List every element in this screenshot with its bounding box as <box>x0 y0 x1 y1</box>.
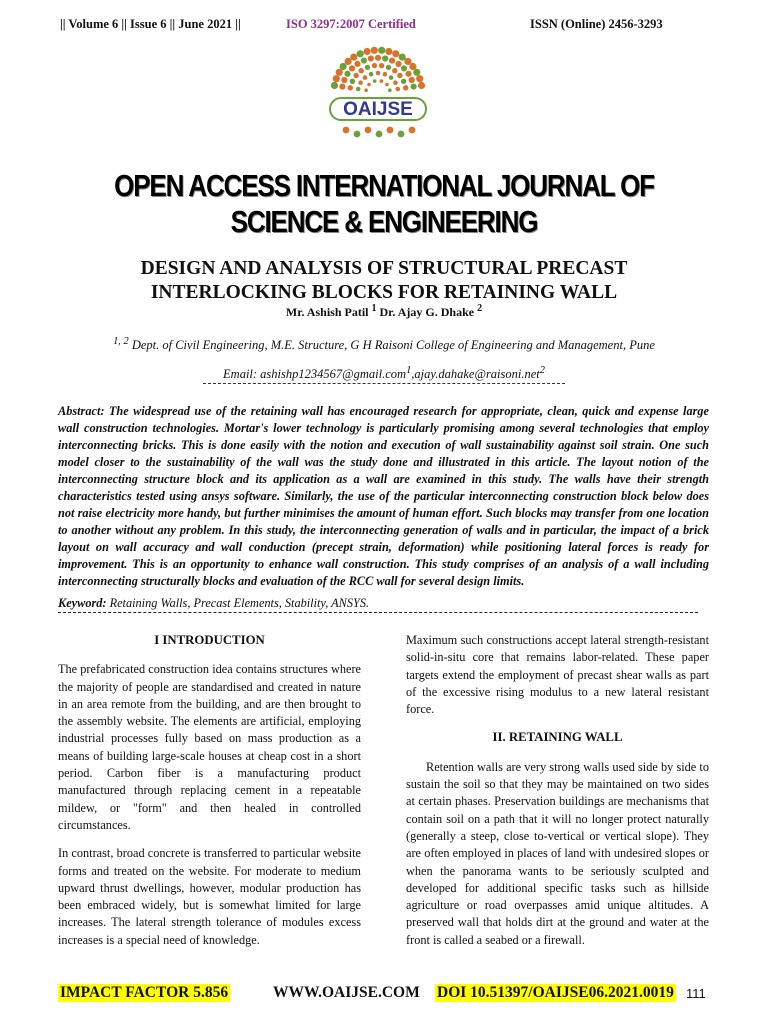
logo-text: OAIJSE <box>343 99 413 120</box>
logo-dot <box>382 55 388 61</box>
logo-dot <box>358 80 363 85</box>
logo-dot <box>367 83 371 87</box>
journal-title: OPEN ACCESS INTERNATIONAL JOURNAL OF SCIENCE & ENGINEERING <box>114 168 654 239</box>
logo-dot <box>376 71 381 76</box>
logo-dot <box>361 58 367 64</box>
affiliation-text: Dept. of Civil Engineering, M.E. Structure, G H Raisoni College of Engineering and Management, Pune <box>128 338 655 353</box>
logo-dot <box>376 131 383 138</box>
logo-dot <box>350 79 355 84</box>
logo-dot <box>368 55 374 61</box>
author-1-superscript: 1 <box>371 303 377 314</box>
section-heading-retaining-wall: II. RETAINING WALL <box>492 730 623 745</box>
logo-dot <box>375 55 381 61</box>
logo-dot <box>369 72 374 77</box>
logo-dot <box>354 131 361 138</box>
logo-dot <box>401 79 406 84</box>
logo-dot <box>353 73 358 78</box>
logo-dot <box>409 77 415 83</box>
logo-dot <box>363 75 368 80</box>
logo-dot <box>364 88 368 92</box>
paper-title-line-2: INTERLOCKING BLOCKS FOR RETAINING WALL <box>150 282 618 303</box>
logo-dot <box>405 71 411 77</box>
logo-dot <box>365 127 372 134</box>
email-sup-2: 2 <box>539 365 545 376</box>
logo-dot <box>364 48 371 55</box>
retaining-wall-paragraph: Retention walls are very strong walls used side by side to sustain the soil so that they may be maintained on two sides at certain phases. Preservation buildings are mechanisms that contain soil on a path that it will no longer protect naturally (generally a steep, close to-vertical or vertical slope). They are often employed in places of land with undesired slopes or when the panorama wants to be seriously sculpted and developed for additional specific tasks such as hillside agriculture or road overpasses amid unique altitudes. A preserved wall that holds dirt at the ground and water at the front is called a seabed or a firewall. <box>406 759 709 947</box>
logo-dot <box>389 75 394 80</box>
logo-dot <box>393 80 398 85</box>
issn: ISSN (Online) 2456-3293 <box>530 17 663 31</box>
logo-dot <box>333 75 340 82</box>
logo-dot <box>372 63 377 68</box>
logo-dot <box>383 72 388 77</box>
intro-paragraph-1: The prefabricated construction idea contains structures where the majority of people are standardised and created in nature in an area remote from the building, and are then brought to the assembly website. The elements are artificial, employing industrial processes fully based on mass production as a means of building large-scale houses at cheap cost in a short period. Carbon fiber is a manufacturing product manufactured through replacing cement in a repeatable mildew, or "form" and then healed in controlled circumstances. <box>58 662 361 832</box>
oaijse-logo-icon <box>318 40 438 144</box>
logo-dot <box>397 73 402 78</box>
logo-dot <box>395 61 401 67</box>
author-1: Mr. Ashish Patil <box>285 305 369 319</box>
logo-dot <box>399 54 406 61</box>
affiliation-superscript: 1, 2 <box>113 336 129 347</box>
section-separator <box>58 612 698 613</box>
logo-dot <box>356 87 361 92</box>
logo-dot <box>401 65 407 71</box>
impact-factor: IMPACT FACTOR 5.856 <box>60 984 229 1001</box>
logo-dot <box>385 48 392 55</box>
logo-dot <box>339 84 345 90</box>
paper-title-line-1: DESIGN AND ANALYSIS OF STRUCTURAL PRECAST <box>140 258 628 279</box>
logo-dot <box>409 127 416 134</box>
author-2-superscript: 2 <box>477 303 483 314</box>
intro-paragraph-3: Maximum such constructions accept lateral strength-resistant solid-in-situ core that remains labor-related. These paper targets extend the employment of precast shear walls as part of the excessive rising modulus to a new lateral resistant force. <box>406 633 709 717</box>
intro-paragraph-2: In contrast, broad concrete is transferred to particular website forms and treated on the website. For moderate to medium upward thrust dwellings, however, modular production has been embraced widely, but is somewhat limited for large increases. The lateral strength tolerance of modules excess increases is a special need of knowledge. <box>58 846 361 947</box>
logo-dot <box>392 50 399 57</box>
logo-dot <box>416 75 423 82</box>
email-prefix: Email: ashishp1234567@gmail.com <box>223 367 407 382</box>
email-sup-1: 1 <box>406 365 412 376</box>
keywords-text: Retaining Walls, Precast Elements, Stability, ANSYS. <box>106 596 370 610</box>
logo-dot <box>398 131 405 138</box>
paper-title <box>60 257 708 305</box>
logo-dot <box>331 82 338 89</box>
logo-dot <box>392 68 397 73</box>
page-number: 111 <box>686 986 706 1001</box>
logo-dot <box>380 79 384 83</box>
website-link[interactable]: WWW.OAIJSE.COM <box>273 984 420 1001</box>
email-second: ,ajay.dahake@raisoni.net <box>411 367 540 382</box>
logo-dot <box>413 69 420 76</box>
logo-dot <box>389 58 395 64</box>
keywords-label: Keyword: <box>58 596 107 610</box>
author-2: Dr. Ajay G. Dhake <box>376 305 475 319</box>
logo-dot <box>344 71 350 77</box>
logo-dot <box>373 79 377 83</box>
logo-dot <box>341 77 347 83</box>
separator-line <box>203 383 565 384</box>
logo-dot <box>385 83 389 87</box>
affiliation <box>60 336 708 353</box>
iso-certification: ISO 3297:2007 Certified <box>286 17 416 31</box>
logo-dot <box>371 47 378 54</box>
logo-dot <box>411 84 417 90</box>
right-column <box>406 632 709 960</box>
logo-dot <box>354 61 360 67</box>
logo-dot <box>379 63 384 68</box>
logo-dot <box>359 68 364 73</box>
logo-dot <box>386 65 391 70</box>
abstract: Abstract: The widespread use of the retaining wall has encouraged research for appropriate, clean, quick and expense large wall construction technologies. Mortar's lower technology is particularly promising among several technologies that employ interconnecting bricks. This is done easily with the notion and execution of wall sustainability against soil strain. One such model closer to the sustainability of the wall was the study done and illustrated in this article. The layout notion of the interconnecting structure block and its application as a wall are examined in this study. The walls have their strength characteristics tested using ansys software. Similarly, the use of the particular interconnecting construction block below does not raise electricity more handy, but further minimises the amount of human effort. Such blocks may transfer from one location to another without any problem. In this study, the interconnecting generation of walls and in particular, the impact of a brick layout on wall accuracy and wall conduction (precept strain, deformation) while positioning lateral forces is ready for improvement. This is an opportunity to enhance wall construction. This study comprises of an analysis of a wall including interconnecting structurally blocks and evaluation of the RCC wall for several design limits. <box>58 404 709 588</box>
section-heading-introduction: I INTRODUCTION <box>154 633 265 647</box>
left-column <box>58 632 361 960</box>
logo-dot <box>418 82 425 89</box>
logo-dot <box>396 87 401 92</box>
logo-dot <box>365 65 370 70</box>
logo-dot <box>350 54 357 61</box>
logo-dot <box>343 127 350 134</box>
logo-dot <box>345 58 352 65</box>
email <box>60 365 708 382</box>
logo-dot <box>348 85 353 90</box>
logo-dot <box>388 88 392 92</box>
authors <box>60 303 708 320</box>
keywords <box>58 596 709 611</box>
doi-link[interactable]: DOI 10.51397/OAIJSE06.2021.0019 <box>437 984 674 1001</box>
volume-issue: || Volume 6 || Issue 6 || June 2021 || <box>60 17 241 31</box>
logo-dot <box>357 50 364 57</box>
logo-dot <box>349 65 355 71</box>
logo-dot <box>387 127 394 134</box>
logo-dot <box>403 85 408 90</box>
logo-dot <box>378 47 385 54</box>
